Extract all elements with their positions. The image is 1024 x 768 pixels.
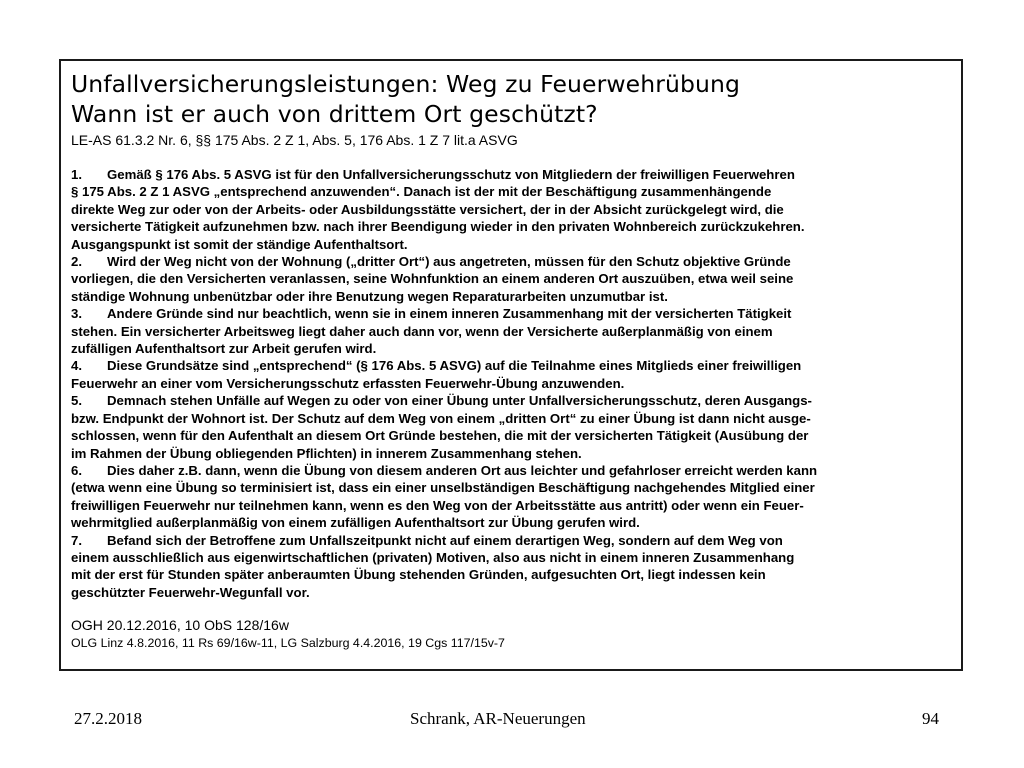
- paragraph-line: (etwa wenn eine Übung so terminisiert ist, dass ein einer unselbständigen Beschäftigung nachgehendes Mitglied einer: [71, 480, 815, 496]
- paragraph-line: im Rahmen der Übung obliegenden Pflichten) in innerem Zusammenhang stehen.: [71, 445, 582, 461]
- paragraph-line: direkte Weg zur oder von der Arbeits- oder Ausbildungsstätte versichert, der in der Absicht zurückgelegt wird, die: [71, 201, 784, 217]
- paragraph: [71, 357, 951, 392]
- source-citation-ogh: OGH 20.12.2016, 10 ObS 128/16w: [71, 617, 289, 634]
- paragraph-number: 7.: [71, 532, 82, 548]
- paragraph-line: § 175 Abs. 2 Z 1 ASVG „entsprechend anzuwenden“. Danach ist der mit der Beschäftigung zusammenhängende: [71, 184, 772, 200]
- paragraph-text: Dies daher z.B. dann, wenn die Übung von diesem anderen Ort aus leichter und gefahrloser erreicht werden kann: [107, 462, 818, 478]
- paragraph-number: 4.: [71, 358, 82, 374]
- paragraph-text: Wird der Weg nicht von der Wohnung („dritter Ort“) aus angetreten, müssen für den Schutz objektive Gründe: [107, 254, 791, 270]
- paragraph: [71, 166, 951, 253]
- paragraph-text: Demnach stehen Unfälle auf Wegen zu oder von einer Übung unter Unfallversicherungsschutz, deren Ausgangs-: [107, 393, 812, 409]
- paragraph-text: Befand sich der Betroffene zum Unfallszeitpunkt nicht auf einem derartigen Weg, sondern auf dem Weg von: [107, 532, 783, 548]
- paragraph-line: wehrmitglied außerplanmäßig von einem zufälligen Aufenthaltsort zur Übung gerufen wird.: [71, 515, 640, 531]
- source-citation-lower-courts: OLG Linz 4.8.2016, 11 Rs 69/16w-11, LG Salzburg 4.4.2016, 19 Cgs 117/15v-7: [71, 635, 505, 650]
- paragraph-line: [71, 253, 951, 270]
- paragraph-line: mit der erst für Stunden später anberaumten Übung stehenden Gründen, aufgesuchten Ort, liegt indessen kein: [71, 567, 766, 583]
- paragraph-list: [71, 166, 951, 601]
- paragraph-line: [71, 462, 951, 479]
- paragraph-text: Gemäß § 176 Abs. 5 ASVG ist für den Unfallversicherungsschutz von Mitgliedern der freiwilligen Feuerwehren: [107, 167, 795, 182]
- paragraph-line: einem ausschließlich aus eigenwirtschaftlichen (privaten) Motiven, also aus nicht in einem inneren Zusammenhang: [71, 549, 795, 565]
- paragraph-line: zufälligen Aufenthaltsort zur Arbeit gerufen wird.: [71, 341, 377, 357]
- content-box: [59, 59, 963, 671]
- paragraph-line: vorliegen, die den Versicherten veranlassen, seine Wohnfunktion an einem anderen Ort auszuüben, etwa weil seine: [71, 271, 794, 287]
- paragraph: [71, 253, 951, 305]
- paragraph-number: 1.: [71, 167, 82, 182]
- footer-date: 27.2.2018: [74, 709, 142, 728]
- paragraph-text: Andere Gründe sind nur beachtlich, wenn sie in einem inneren Zusammenhang mit der versicherten Tätigkeit: [107, 306, 792, 322]
- legal-reference: LE-AS 61.3.2 Nr. 6, §§ 175 Abs. 2 Z 1, Abs. 5, 176 Abs. 1 Z 7 lit.a ASVG: [71, 132, 518, 148]
- paragraph-text: Diese Grundsätze sind „entsprechend“ (§ 176 Abs. 5 ASVG) auf die Teilnahme eines Mitglieds einer freiwilligen: [107, 358, 802, 374]
- slide-subtitle: Wann ist er auch von drittem Ort geschützt?: [71, 100, 598, 128]
- paragraph-number: 6.: [71, 462, 82, 478]
- slide-title: Unfallversicherungsleistungen: Weg zu Feuerwehrübung: [71, 70, 740, 98]
- paragraph-number: 5.: [71, 393, 82, 409]
- paragraph-line: [71, 392, 951, 409]
- footer-title: Schrank, AR-Neuerungen: [410, 709, 586, 728]
- paragraph-line: stehen. Ein versicherter Arbeitsweg liegt daher auch dann vor, wenn der Versicherte außerplanmäßig von einem: [71, 323, 773, 339]
- paragraph: [71, 462, 951, 532]
- paragraph-line: schlossen, wenn für den Aufenthalt an diesem Ort Gründe bestehen, die mit der versicherten Tätigkeit (Ausübung der: [71, 428, 809, 444]
- paragraph-line: [71, 305, 951, 322]
- paragraph-line: [71, 166, 951, 183]
- paragraph-line: [71, 357, 951, 374]
- paragraph-line: Ausgangspunkt ist somit der ständige Aufenthaltsort.: [71, 236, 408, 252]
- paragraph-line: ständige Wohnung unbenützbar oder ihre Benutzung wegen Reparaturarbeiten unzumutbar ist.: [71, 288, 668, 304]
- paragraph-line: geschützter Feuerwehr-Wegunfall vor.: [71, 584, 310, 600]
- paragraph-line: bzw. Endpunkt der Wohnort ist. Der Schutz auf dem Weg von einem „dritten Ort“ zu einer Übung ist dann nicht ausge-: [71, 410, 811, 426]
- paragraph-line: freiwilligen Feuerwehr nur teilnehmen kann, wenn es den Weg von der Arbeitsstätte aus antritt) oder wenn ein Feuer-: [71, 497, 804, 513]
- paragraph-line: Feuerwehr an einer vom Versicherungsschutz erfassten Feuerwehr-Übung anzuwenden.: [71, 375, 625, 391]
- paragraph-line: versicherte Tätigkeit aufzunehmen bzw. nach ihrer Beendigung wieder in den privaten Wohnbereich zurückzukehren.: [71, 219, 805, 235]
- paragraph-line: [71, 532, 951, 549]
- paragraph: [71, 305, 951, 357]
- paragraph-number: 3.: [71, 306, 82, 322]
- paragraph: [71, 532, 951, 602]
- page-number: 94: [922, 709, 939, 728]
- paragraph: [71, 392, 951, 462]
- paragraph-number: 2.: [71, 254, 82, 270]
